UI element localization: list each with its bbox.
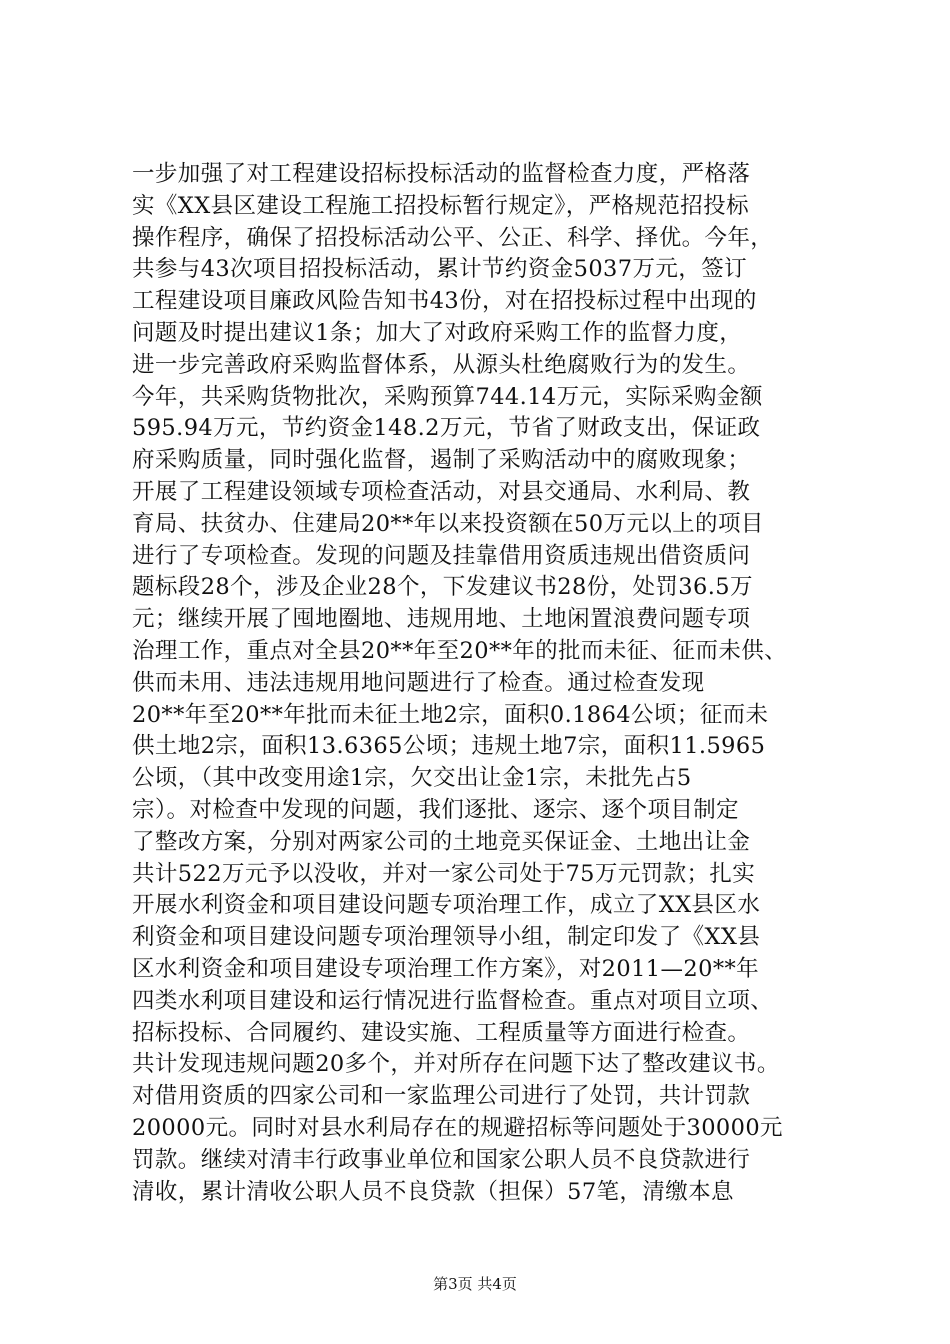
text-line: 招标投标、合同履约、建设实施、工程质量等方面进行检查。 (132, 1019, 751, 1046)
text-line: 实《XX县区建设工程施工招投标暂行规定》，严格规范招投标 (132, 192, 749, 219)
text-line: 共参与43次项目招投标活动，累计节约资金5037万元，签订 (132, 256, 747, 283)
text-line: 供而未用、违法违规用地问题进行了检查。通过检查发现 (132, 669, 705, 696)
text-line: 四类水利项目建设和运行情况进行监督检查。重点对项目立项、 (132, 987, 774, 1014)
text-line: 了整改方案，分别对两家公司的土地竞买保证金、土地出让金 (132, 828, 751, 855)
text-line: 共计522万元予以没收，并对一家公司处于75万元罚款；扎实 (132, 860, 756, 887)
text-line: 题标段28个，涉及企业28个，下发建议书28份，处罚36.5万 (132, 574, 753, 601)
text-line: 今年，共采购货物批次，采购预算744.14万元，实际采购金额 (132, 383, 763, 410)
text-line: 20**年至20**年批而未征土地2宗，面积0.1864公顷；征而未 (132, 701, 769, 728)
text-line: 育局、扶贫办、住建局20**年以来投资额在50万元以上的项目 (132, 510, 764, 537)
text-line: 区水利资金和项目建设专项治理工作方案》，对2011—20**年 (132, 955, 760, 982)
text-line: 595.94万元，节约资金148.2万元，节省了财政支出，保证政 (132, 415, 761, 442)
text-line: 宗）。对检查中发现的问题，我们逐批、逐宗、逐个项目制定 (132, 796, 740, 823)
text-line: 公顷，（其中改变用途1宗，欠交出让金1宗，未批先占5 (132, 765, 692, 792)
text-line: 对借用资质的四家公司和一家监理公司进行了处罚，共计罚款 (132, 1083, 751, 1110)
text-line: 开展水利资金和项目建设问题专项治理工作，成立了XX县区水 (132, 892, 761, 919)
text-line: 治理工作，重点对全县20**年至20**年的批而未征、征而未供、 (132, 637, 788, 664)
text-line: 问题及时提出建议1条；加大了对政府采购工作的监督力度， (132, 319, 743, 346)
text-line: 府采购质量，同时强化监督，遏制了采购活动中的腐败现象； (132, 447, 751, 474)
text-line: 进行了专项检查。发现的问题及挂靠借用资质违规出借资质问 (132, 542, 751, 569)
text-line: 开展了工程建设领域专项检查活动，对县交通局、水利局、教 (132, 478, 751, 505)
text-line: 一步加强了对工程建设招标投标活动的监督检查力度，严格落 (132, 161, 751, 187)
text-line: 清收，累计清收公职人员不良贷款（担保）57笔，清缴本息 (132, 1178, 734, 1205)
text-line: 元；继续开展了囤地圈地、违规用地、土地闲置浪费问题专项 (132, 606, 751, 633)
text-line: 罚款。继续对清丰行政事业单位和国家公职人员不良贷款进行 (132, 1146, 751, 1173)
body-paragraph (132, 159, 852, 1208)
page-footer: 第3页 共4页 (433, 1275, 517, 1293)
text-line: 进一步完善政府采购监督体系，从源头杜绝腐败行为的发生。 (132, 351, 751, 378)
text-line: 操作程序，确保了招投标活动公平、公正、科学、择优。今年， (132, 224, 774, 251)
text-line: 供土地2宗，面积13.6365公顷；违规土地7宗，面积11.5965 (132, 733, 766, 760)
text-line: 工程建设项目廉政风险告知书43份，对在招投标过程中出现的 (132, 288, 757, 315)
text-line: 20000元。同时对县水利局存在的规避招标等问题处于30000元 (132, 1114, 783, 1141)
text-line: 共计发现违规问题20多个，并对所存在问题下达了整改建议书。 (132, 1051, 780, 1078)
text-line: 利资金和项目建设问题专项治理领导小组，制定印发了《XX县 (132, 924, 761, 951)
